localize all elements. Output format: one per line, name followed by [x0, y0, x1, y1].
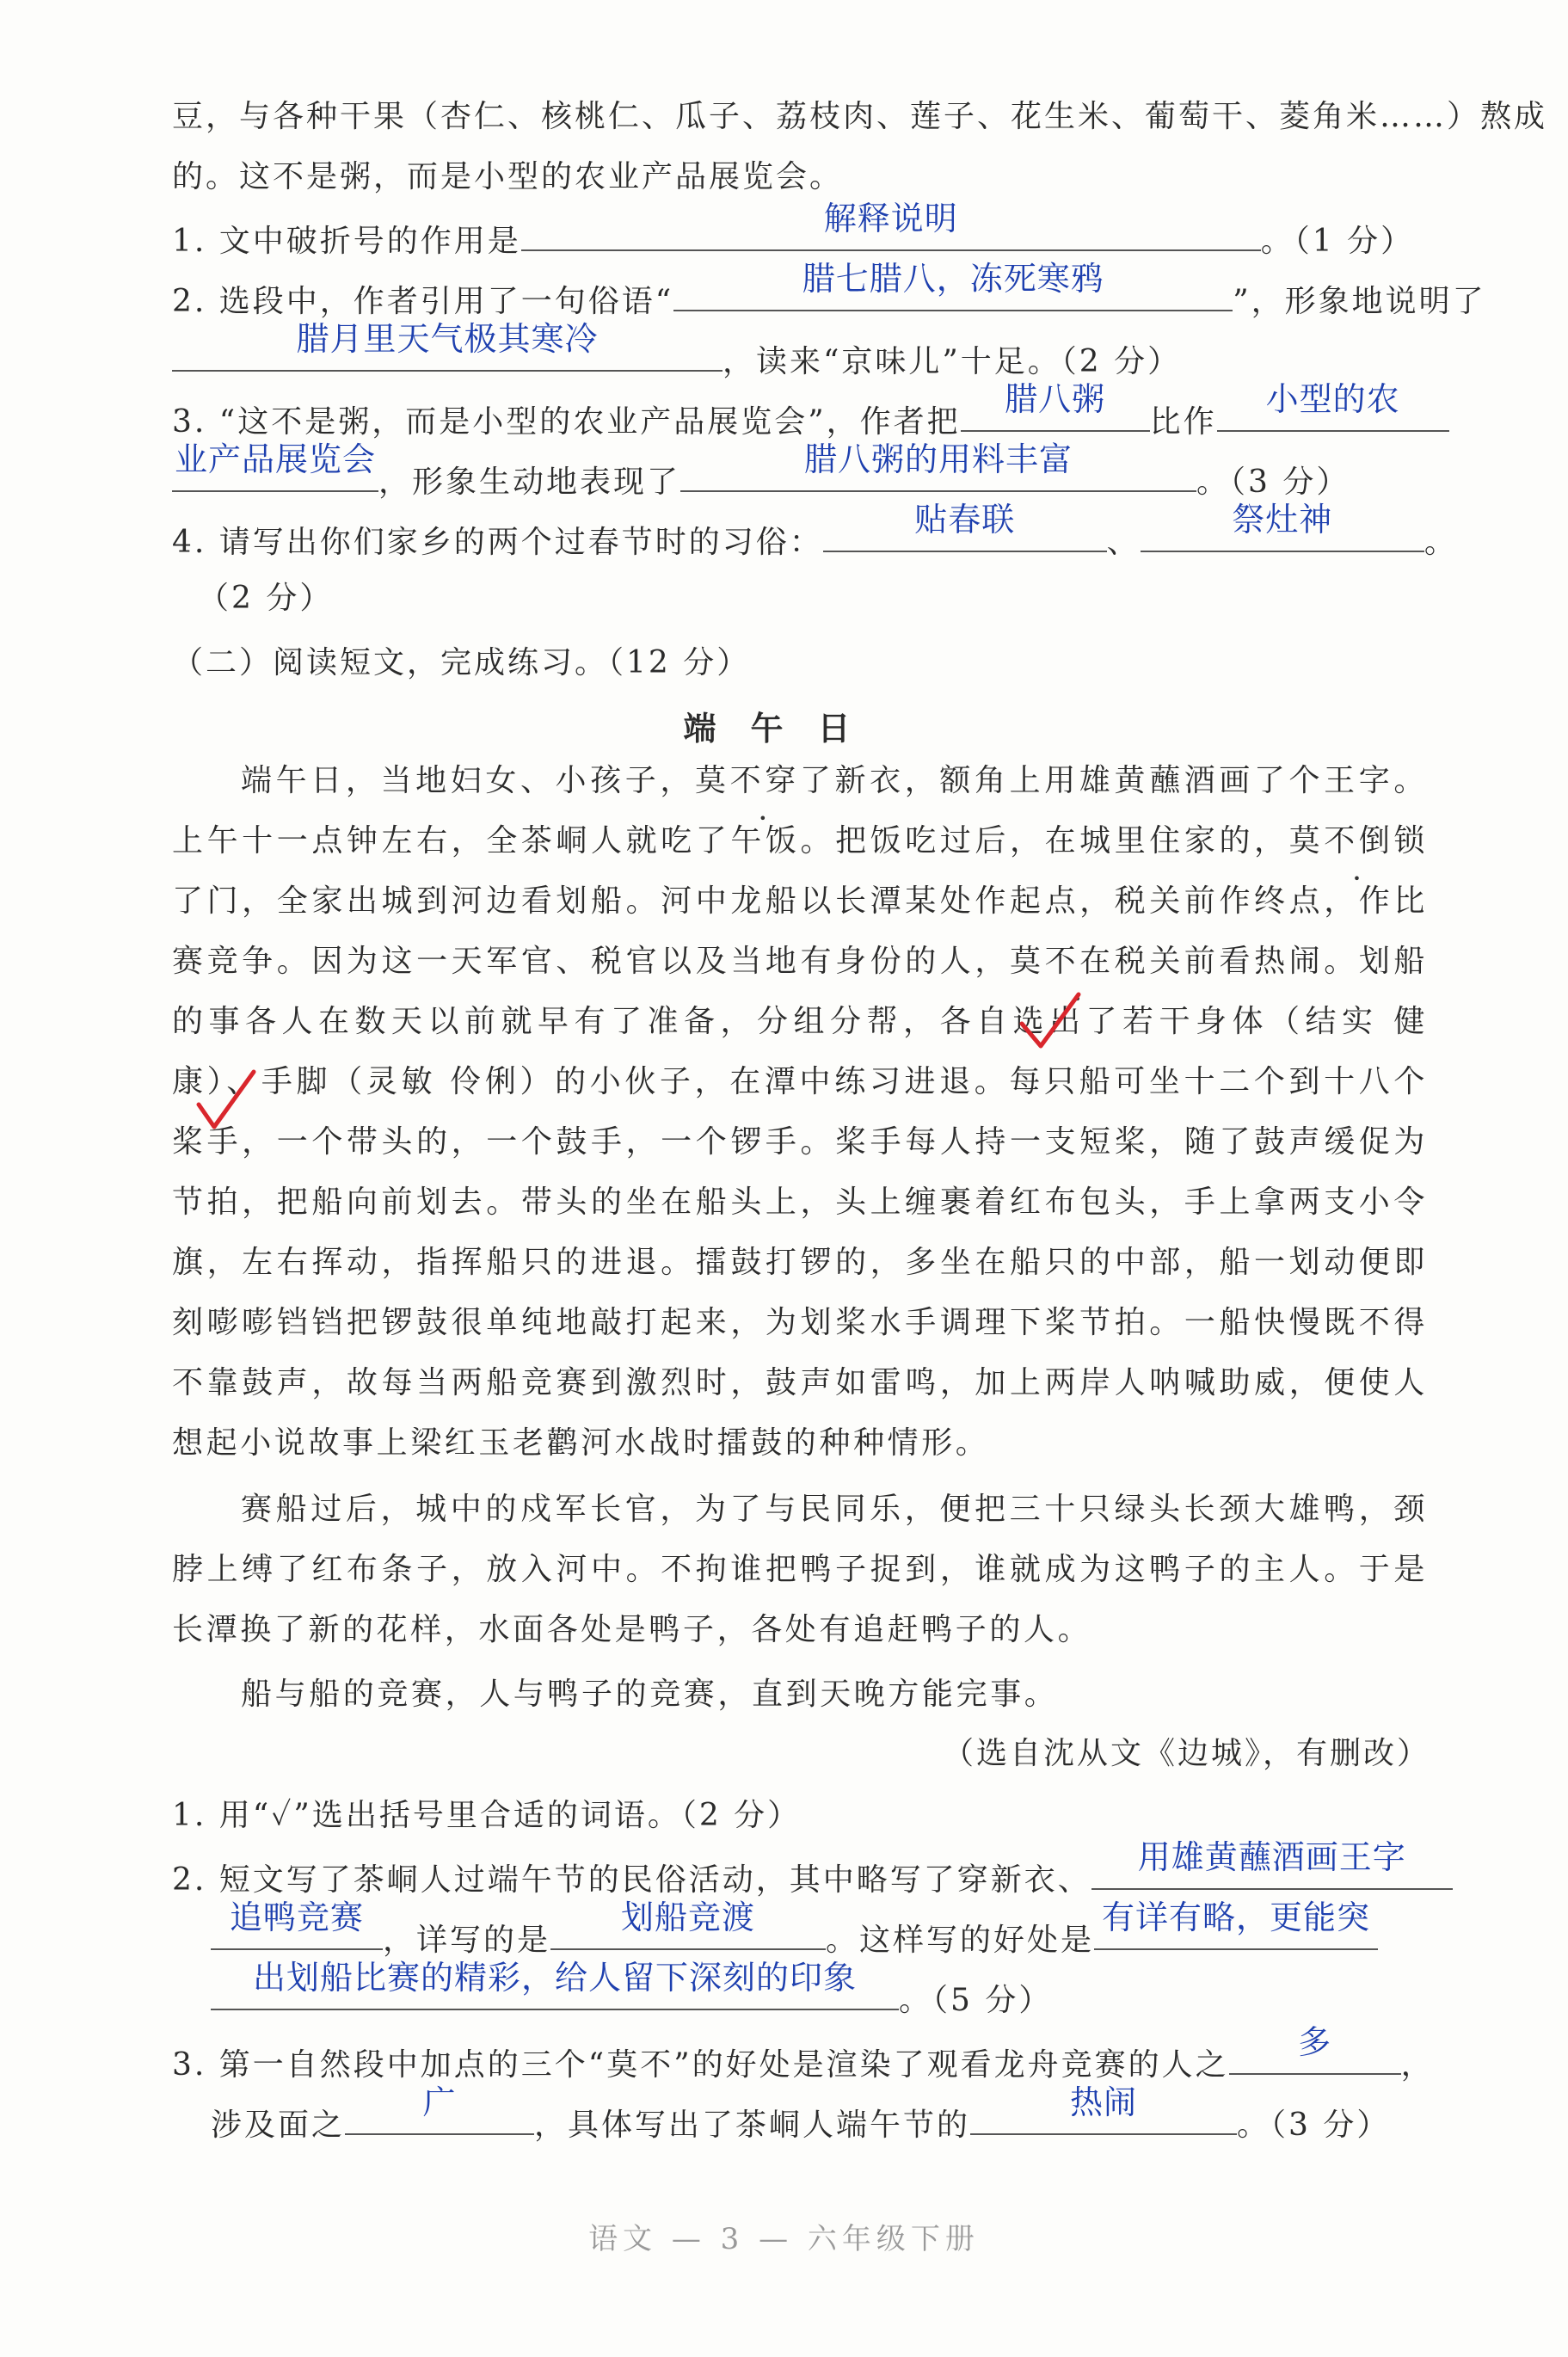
score: 。（1 分） — [1260, 224, 1415, 259]
handwritten-answer: 业产品展览会 — [174, 440, 376, 478]
question-text: 涉及面之 — [211, 2108, 346, 2143]
handwritten-answer: 广 — [422, 2083, 457, 2121]
answer-blank[interactable] — [521, 200, 1261, 251]
question-text: 2. 选段中，作者引用了一句俗语“ — [172, 284, 674, 319]
question-text: 4. 请写出你们家乡的两个过春节时的习俗： — [172, 525, 823, 560]
passage-paragraph-2: 赛船过后，城中的戍军长官，为了与民同乐，便把三十只绿头长颈大雄鸭，颈脖上缚了红布条子，放入河中。不拘谁把鸭子捉到，谁就成为这鸭子的主人。于是长潭换了新的花样，水面各处是鸭子，各处有追赶鸭子的人。 — [172, 1492, 1428, 1647]
handwritten-answer: 解释说明 — [823, 200, 958, 237]
answer-blank[interactable] — [172, 440, 378, 492]
passage-paragraph-1 — [172, 751, 1428, 1474]
passage-text: 端午日，当地妇女、小孩子， — [241, 763, 696, 798]
question-text: 3. “这不是粥，而是小型的农业产品展览会”，作者把 — [172, 404, 961, 440]
answer-blank[interactable] — [1217, 380, 1449, 432]
handwritten-answer: 追鸭竞赛 — [229, 1899, 364, 1936]
question-text: ，具体写出了茶峒人端午节的 — [534, 2108, 971, 2143]
passage-text: 穿了新衣，额角上用雄黄蘸酒画了个王字。上午十一点钟左右，全茶峒人就吃了午饭。把饭吃过后，在城里住家的， — [172, 763, 1428, 858]
question-text: ，形象生动地表现了 — [378, 465, 681, 500]
answer-blank[interactable] — [680, 440, 1196, 492]
question-text: ”，形象地说明了 — [1233, 284, 1486, 319]
handwritten-answer: 热闹 — [1070, 2083, 1138, 2121]
answer-blank[interactable] — [550, 1899, 826, 1950]
handwritten-answer: 腊七腊八，冻死寒鸦 — [802, 260, 1104, 298]
question-text: 比作 — [1149, 404, 1217, 440]
question-text: 。这样写的好处是 — [826, 1923, 1095, 1958]
punctuation: 。 — [1423, 525, 1458, 560]
dotted-word: 莫不 — [1009, 944, 1080, 979]
passage-text: 倒锁了门，全家出城到河边看划船。河中龙船以长潭某处作起点，税关前作终点，作比赛竞争。因为这一天军官、税官以及当地有身份的人， — [172, 823, 1429, 979]
handwritten-answer: 小型的农 — [1265, 380, 1400, 418]
handwritten-answer: 腊八粥的用料丰富 — [804, 440, 1073, 478]
answer-blank[interactable] — [961, 380, 1150, 432]
handwritten-answer: 用雄黄蘸酒画王字 — [1137, 1838, 1406, 1876]
answer-blank[interactable] — [823, 501, 1107, 552]
question-2-3-cont — [211, 2083, 1467, 2148]
dotted-word: 莫不 — [1288, 823, 1359, 858]
answer-blank[interactable] — [172, 320, 723, 372]
page-footer: 语文 — 3 — 六年级下册 — [588, 2222, 980, 2256]
dotted-word: 莫不 — [695, 763, 766, 798]
answer-blank[interactable] — [1091, 1838, 1453, 1890]
question-2-2-cont2 — [211, 1959, 1467, 2023]
question-text: 1. 文中破折号的作用是 — [172, 224, 521, 259]
question-text: ，读来“京味儿”十足。（2 分） — [723, 344, 1182, 379]
answer-blank[interactable] — [1094, 1899, 1378, 1950]
answer-blank[interactable] — [1229, 2023, 1401, 2075]
answer-blank[interactable] — [970, 2083, 1237, 2135]
passage-source: （选自沈从文《边城》，有删改） — [942, 1736, 1430, 1771]
answer-blank[interactable] — [1141, 501, 1424, 552]
score: 。（3 分） — [1237, 2108, 1391, 2143]
handwritten-answer: 划船竞渡 — [621, 1899, 756, 1936]
score: 。（5 分） — [899, 1983, 1053, 2018]
question-text: 3. 第一自然段中加点的三个“莫不”的好处是渲染了观看龙舟竞赛的人之 — [172, 2047, 1229, 2083]
handwritten-answer: 祭灶神 — [1232, 501, 1333, 538]
passage-title: 端午日 — [683, 710, 885, 748]
question-text: 2. 短文写了茶峒人过端午节的民俗活动，其中略写了穿新衣、 — [172, 1862, 1091, 1898]
punctuation: ， — [1400, 2047, 1435, 2083]
handwritten-answer: 有详有略，更能突 — [1102, 1899, 1371, 1936]
section-heading: （二）阅读短文，完成练习。（12 分） — [172, 645, 751, 680]
answer-blank[interactable] — [211, 1899, 383, 1950]
text-line: 的。这不是粥，而是小型的农业产品展览会。 — [172, 159, 844, 194]
answer-blank[interactable] — [673, 260, 1233, 311]
question-text: ，详写的是 — [383, 1923, 551, 1958]
score: 。（3 分） — [1196, 465, 1350, 500]
text-line: 豆，与各种干果（杏仁、核桃仁、瓜子、荔枝肉、莲子、花生米、葡萄干、菱角米……）熬成 — [172, 99, 1548, 134]
handwritten-answer: 腊月里天气极其寒冷 — [296, 320, 599, 358]
handwritten-answer: 多 — [1298, 2023, 1332, 2061]
handwritten-answer: 出划船比赛的精彩，给人留下深刻的印象 — [252, 1959, 857, 1997]
red-checkmark-icon — [1015, 989, 1084, 1058]
passage-paragraph-3: 船与船的竞赛，人与鸭子的竞赛，直到天晚方能完事。 — [241, 1677, 1059, 1712]
handwritten-answer: 腊八粥 — [1005, 380, 1106, 418]
answer-blank[interactable] — [345, 2083, 534, 2135]
question-2-1: 1. 用“✓”选出括号里合适的词语。（2 分） — [172, 1798, 802, 1833]
answer-blank[interactable] — [211, 1959, 899, 2010]
passage-text: 在税关前看热闹。划船的事各人在数天以前就早有了准备，分组分帮，各自选出了若干身体（结实 健康）、手脚（灵敏 伶俐）的小伙子，在潭中练习进退。每只船可坐十二个到十八个桨手，一个带头的，一个鼓手，一个锣手。桨手每人持一支短桨，随了鼓声缓促为节拍，把船向前划去。带头的坐在船头上，头上缠裹着红布包头，手上拿两支小令旗，左右挥动，指挥船只的进退。擂鼓打锣的，多坐在船只的中部，船一划动便即刻嘭嘭铛铛把锣鼓很单纯地敲打起来，为划桨水手调理下桨节拍。一船快慢既不得不靠鼓声，故每当两船竞赛到激烈时，鼓声如雷鸣，加上两岸人呐喊助威，便使人想起小说故事上梁红玉老鹳河水战时擂鼓的种种情形。 — [172, 944, 1428, 1461]
score: （2 分） — [198, 581, 334, 616]
separator: 、 — [1106, 525, 1141, 560]
handwritten-answer: 贴春联 — [914, 501, 1016, 538]
red-checkmark-icon — [194, 1067, 262, 1135]
question-4 — [172, 501, 1458, 565]
